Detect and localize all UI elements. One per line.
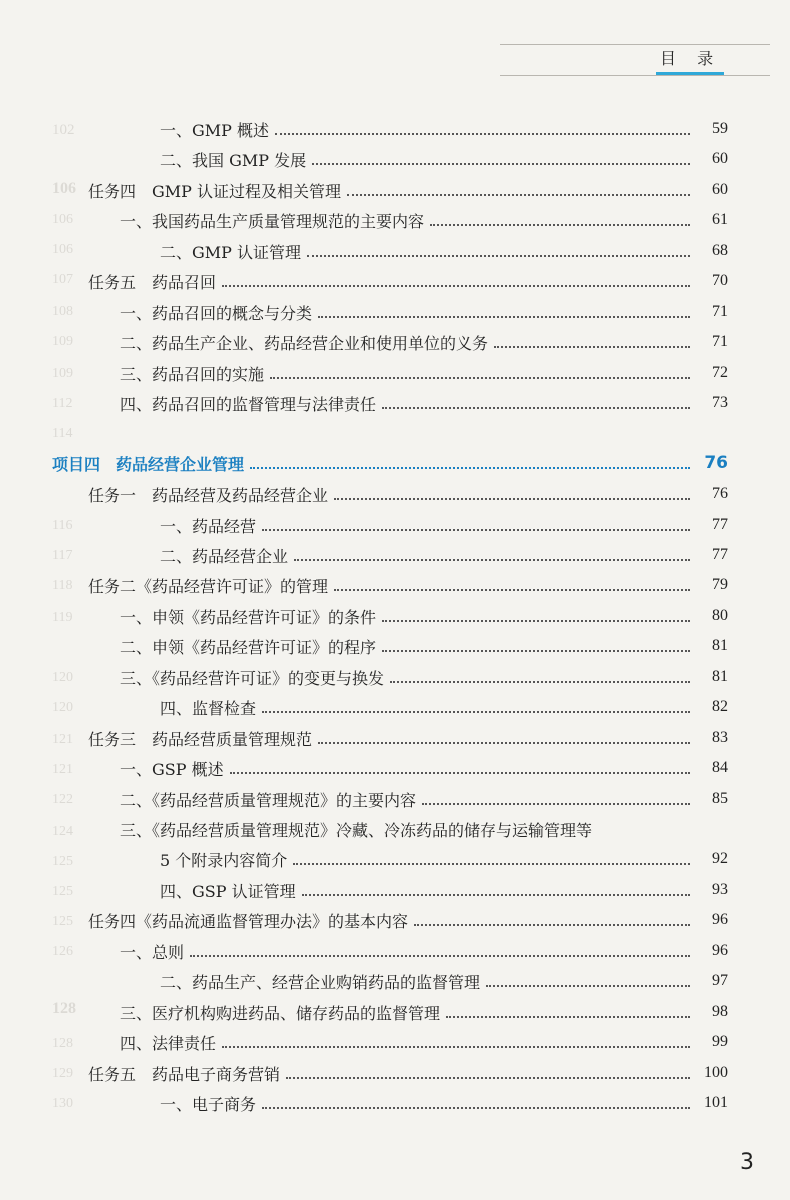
toc-entry xyxy=(120,205,728,235)
dot-leader xyxy=(334,498,690,500)
dot-leader xyxy=(422,803,690,805)
entry-title: 任务五 药品电子商务营销 xyxy=(88,1064,281,1084)
toc-entry xyxy=(88,266,728,296)
dot-leader xyxy=(222,1046,690,1048)
entry-page: 73 xyxy=(712,394,728,411)
entry-title: 二、申领《药品经营许可证》的程序 xyxy=(120,637,377,657)
page-number: 3 xyxy=(740,1150,754,1175)
toc-entry xyxy=(88,570,728,600)
entry-page: 81 xyxy=(712,668,728,685)
entry-title: 三、《药品经营许可证》的变更与换发 xyxy=(120,668,385,688)
dot-leader xyxy=(262,529,690,531)
dot-leader xyxy=(230,772,690,774)
toc-page: 102 106 106 106 107 108 109 109 112 114 116 117 118 119 120 120 121 121 122 124 125 125 125 126 128 128 129 130 目 录 一、GMP 概述 59 二、我国 GMP 发展 60 任务四 GMP 认证过程及相关管理 60 一、我国药品生产质量管理规范的主要内容 61 二、GMP 认证管理 68 任务五 药品召回 70 一、药品召回的概念与分类 71 二、药品生产企业、药品经营企业和使用单位的义务 71 三、药品召回的实施 72 四、药品召回的监督管理与法律责任 73 项目四 药品经营企业管理 76 任务一 药品经营及药品经营企业 76 一、药品经营 77 二、药品经营企业 77 任务二《药品经营许可证》的管理 79 一、申领《药品经营许可证》的条件 80 二、申领《药品经营许可证》的程序 81 三、《药品经营许可证》的变更与换发 81 四、监督检查 82 任务三 药品经营质量管理规范 83 一、GSP 概述 84 二、《药品经营质量管理规范》的主要内容 85 三、《药品经营质量管理规范》冷藏、冷冻药品的储存与运输管理等 5 个附录内容简介 92 四、GSP 认证管理 93 任务四《药品流通监督管理办法》的基本内容 96 一、总则 96 二、药品生产、经营企业购销药品的监督管理 97 三、医疗机构购进药品、储存药品的监督管理 98 四、法律责任 99 任务五 药品电子商务营销 100 一、电子商务 101 3 xyxy=(0,0,790,1200)
dot-leader xyxy=(312,163,690,165)
dot-leader xyxy=(446,1016,690,1018)
toc-entry xyxy=(160,844,728,874)
entry-page: 98 xyxy=(712,1003,728,1020)
dot-leader xyxy=(294,559,690,561)
toc-entry xyxy=(88,1058,728,1088)
toc-entry-continued xyxy=(120,814,728,844)
entry-page: 96 xyxy=(712,942,728,959)
entry-page: 68 xyxy=(712,242,728,259)
entry-page: 70 xyxy=(712,272,728,289)
toc-entry xyxy=(160,144,728,174)
entry-title: 一、申领《药品经营许可证》的条件 xyxy=(120,607,377,627)
dot-leader xyxy=(382,650,690,652)
entry-title: 二、药品生产企业、药品经营企业和使用单位的义务 xyxy=(120,333,489,353)
entry-title: 三、《药品经营质量管理规范》冷藏、冷冻药品的储存与运输管理等 xyxy=(120,820,593,840)
toc-entry xyxy=(88,723,728,753)
entry-title: 二、药品经营企业 xyxy=(160,546,289,566)
entry-title: 四、GSP 认证管理 xyxy=(160,881,296,901)
toc-entry xyxy=(120,631,728,661)
entry-page: 80 xyxy=(712,607,728,624)
toc-entry xyxy=(160,1088,728,1118)
toc-entry xyxy=(120,753,728,783)
dot-leader xyxy=(347,194,690,196)
dot-leader xyxy=(270,377,690,379)
dot-leader xyxy=(318,316,690,318)
dot-leader xyxy=(262,711,690,713)
dot-leader xyxy=(382,407,690,409)
entry-page: 99 xyxy=(712,1033,728,1050)
entry-page: 77 xyxy=(712,546,728,563)
entry-title: 一、我国药品生产质量管理规范的主要内容 xyxy=(120,211,425,231)
entry-page: 61 xyxy=(712,211,728,228)
toc-entry xyxy=(120,388,728,418)
entry-page: 60 xyxy=(712,181,728,198)
toc-entry xyxy=(88,175,728,205)
dot-leader xyxy=(222,285,690,287)
entry-page: 100 xyxy=(704,1064,728,1081)
dot-leader xyxy=(250,467,690,469)
project-page: 76 xyxy=(704,453,728,473)
entry-title: 任务二《药品经营许可证》的管理 xyxy=(88,576,329,596)
entry-page: 79 xyxy=(712,576,728,593)
entry-title: 二、GMP 认证管理 xyxy=(160,242,302,262)
toc-entry xyxy=(120,784,728,814)
entry-title: 一、电子商务 xyxy=(160,1094,257,1114)
toc-entry xyxy=(160,692,728,722)
toc-entry xyxy=(160,236,728,266)
entry-page: 60 xyxy=(712,150,728,167)
entry-page: 82 xyxy=(712,698,728,715)
entry-title: 一、药品经营 xyxy=(160,516,257,536)
dot-leader xyxy=(286,1077,690,1079)
header-accent-bar xyxy=(656,72,724,75)
header-title: 目 录 xyxy=(660,49,722,68)
entry-page: 81 xyxy=(712,637,728,654)
toc-entry xyxy=(160,510,728,540)
dot-leader xyxy=(486,985,690,987)
dot-leader xyxy=(414,924,690,926)
dot-leader xyxy=(318,742,690,744)
dot-leader xyxy=(293,863,690,865)
project-title: 项目四 药品经营企业管理 xyxy=(52,454,245,474)
entry-page: 93 xyxy=(712,881,728,898)
toc-entry xyxy=(160,966,728,996)
toc-entry xyxy=(120,936,728,966)
entry-title: 一、药品召回的概念与分类 xyxy=(120,303,313,323)
entry-title: 任务四《药品流通监督管理办法》的基本内容 xyxy=(88,911,409,931)
entry-title: 一、GMP 概述 xyxy=(160,120,270,140)
dot-leader xyxy=(275,133,690,135)
entry-page: 71 xyxy=(712,333,728,350)
entry-title: 任务一 药品经营及药品经营企业 xyxy=(88,485,329,505)
entry-page: 85 xyxy=(712,790,728,807)
entry-page: 83 xyxy=(712,729,728,746)
entry-title: 一、总则 xyxy=(120,942,185,962)
entry-page: 101 xyxy=(704,1094,728,1111)
entry-title: 二、药品生产、经营企业购销药品的监督管理 xyxy=(160,972,481,992)
toc-entry xyxy=(120,297,728,327)
entry-page: 71 xyxy=(712,303,728,320)
toc-entry xyxy=(120,601,728,631)
dot-leader xyxy=(494,346,690,348)
entry-title: 任务四 GMP 认证过程及相关管理 xyxy=(88,181,342,201)
toc-entry xyxy=(160,540,728,570)
entry-title: 5 个附录内容简介 xyxy=(160,850,288,870)
toc-entry xyxy=(120,662,728,692)
entry-title: 四、药品召回的监督管理与法律责任 xyxy=(120,394,377,414)
entry-page: 77 xyxy=(712,516,728,533)
entry-title: 三、医疗机构购进药品、储存药品的监督管理 xyxy=(120,1003,441,1023)
entry-title: 一、GSP 概述 xyxy=(120,759,224,779)
toc-project-heading xyxy=(52,448,728,478)
dot-leader xyxy=(307,255,690,257)
dot-leader xyxy=(302,894,690,896)
toc-entry xyxy=(88,479,728,509)
entry-page: 84 xyxy=(712,759,728,776)
toc-entry xyxy=(120,997,728,1027)
dot-leader xyxy=(390,681,690,683)
toc-entry xyxy=(160,875,728,905)
entry-page: 72 xyxy=(712,364,728,381)
entry-page: 97 xyxy=(712,972,728,989)
entry-title: 任务三 药品经营质量管理规范 xyxy=(88,729,313,749)
dot-leader xyxy=(430,224,690,226)
toc-entry xyxy=(160,114,728,144)
dot-leader xyxy=(382,620,690,622)
dot-leader xyxy=(334,589,690,591)
toc-entry xyxy=(120,358,728,388)
entry-title: 三、药品召回的实施 xyxy=(120,364,265,384)
dot-leader xyxy=(262,1107,690,1109)
toc-entry xyxy=(120,1027,728,1057)
entry-title: 二、《药品经营质量管理规范》的主要内容 xyxy=(120,790,417,810)
entry-page: 59 xyxy=(712,120,728,137)
header-rule xyxy=(500,44,770,76)
entry-title: 任务五 药品召回 xyxy=(88,272,217,292)
entry-page: 92 xyxy=(712,850,728,867)
entry-title: 四、监督检查 xyxy=(160,698,257,718)
dot-leader xyxy=(190,955,690,957)
entry-title: 二、我国 GMP 发展 xyxy=(160,150,307,170)
entry-title: 四、法律责任 xyxy=(120,1033,217,1053)
toc-entry xyxy=(88,905,728,935)
toc-entry xyxy=(120,327,728,357)
entry-page: 76 xyxy=(712,485,728,502)
entry-page: 96 xyxy=(712,911,728,928)
